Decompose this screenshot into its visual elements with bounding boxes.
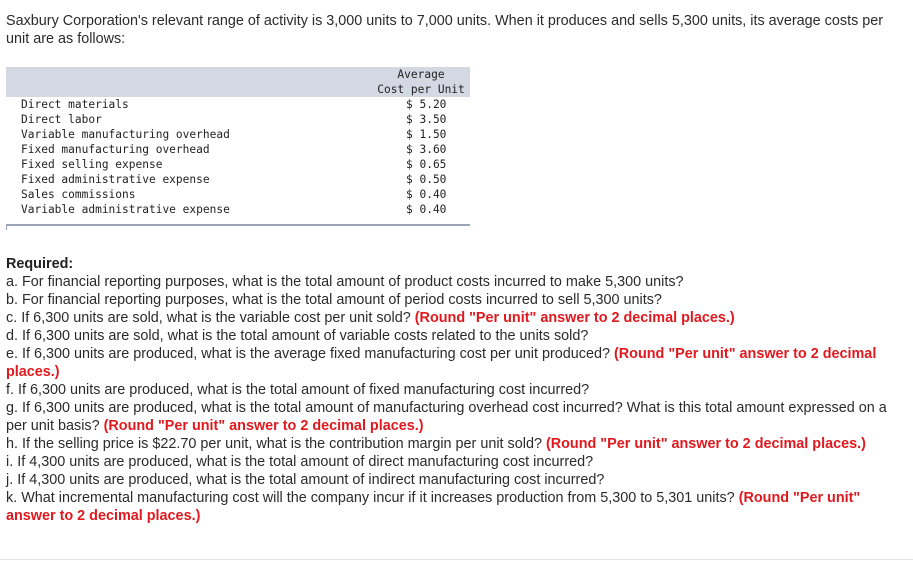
- table-bottom-rule: [6, 224, 470, 226]
- question-text: c. If 6,300 units are sold, what is the variable cost per unit sold?: [6, 310, 411, 326]
- footer-divider: [0, 559, 913, 560]
- rounding-note: (Round "Per unit" answer to 2 decimal places.): [545, 436, 866, 452]
- question-text: i. If 4,300 units are produced, what is the total amount of direct manufacturing cost incurred?: [6, 454, 594, 470]
- rounding-note: (Round "Per unit" answer to 2 decimal places.): [6, 346, 877, 380]
- question-text: j. If 4,300 units are produced, what is the total amount of indirect manufacturing cost incurred?: [6, 472, 605, 488]
- question-g: [6, 399, 906, 435]
- question-text: k. What incremental manufacturing cost will the company incur if it increases production from 5,300 to 5,301 units?: [6, 490, 735, 506]
- row-value: $ 5.20: [406, 98, 447, 111]
- table-row: [6, 127, 470, 142]
- question-h: [6, 435, 906, 453]
- question-b: [6, 291, 906, 309]
- rounding-note: (Round "Per unit" answer to 2 decimal places.): [6, 490, 861, 524]
- question-text: g. If 6,300 units are produced, what is the total amount of manufacturing overhead cost incurred? What is this total amount expressed on a per unit basis?: [6, 400, 887, 434]
- question-i: [6, 453, 906, 471]
- row-label: Fixed administrative expense: [21, 173, 210, 186]
- row-label: Fixed manufacturing overhead: [21, 143, 210, 156]
- row-value: $ 3.60: [406, 143, 447, 156]
- question-text: e. If 6,300 units are produced, what is the average fixed manufacturing cost per unit produced?: [6, 346, 610, 362]
- table-header-row: [6, 82, 470, 97]
- question-text: b. For financial reporting purposes, what is the total amount of period costs incurred to sell 5,300 units?: [6, 292, 662, 308]
- question-text: f. If 6,300 units are produced, what is the total amount of fixed manufacturing cost incurred?: [6, 382, 590, 398]
- table-bottom-rule-tick: [6, 224, 7, 230]
- question-j: [6, 471, 906, 489]
- table-row: [6, 112, 470, 127]
- table-row: [6, 202, 470, 217]
- table-header-label-cell: [6, 82, 372, 97]
- table-row: [6, 142, 470, 157]
- required-section: [6, 255, 906, 525]
- rounding-note: (Round "Per unit" answer to 2 decimal places.): [103, 418, 424, 434]
- table-row: [6, 97, 470, 112]
- question-text: h. If the selling price is $22.70 per unit, what is the contribution margin per unit sold?: [6, 436, 542, 452]
- problem-intro: Saxbury Corporation's relevant range of activity is 3,000 units to 7,000 units. When it produces and sells 5,300 units, its average costs per unit are as follows:: [6, 13, 884, 47]
- row-value: $ 0.40: [406, 203, 447, 216]
- question-d: [6, 327, 906, 345]
- rounding-note: (Round "Per unit" answer to 2 decimal places.): [414, 310, 735, 326]
- cost-table: [6, 67, 470, 217]
- question-text: a. For financial reporting purposes, what is the total amount of product costs incurred to make 5,300 units?: [6, 274, 684, 290]
- row-label: Variable manufacturing overhead: [21, 128, 230, 141]
- row-label: Variable administrative expense: [21, 203, 230, 216]
- table-header-cost-per-unit: Cost per Unit: [372, 82, 470, 97]
- row-value: $ 0.65: [406, 158, 447, 171]
- table-header-average: Average: [372, 67, 470, 82]
- row-value: $ 0.50: [406, 173, 447, 186]
- row-value: $ 3.50: [406, 113, 447, 126]
- required-heading: Required:: [6, 256, 74, 272]
- row-label: Fixed selling expense: [21, 158, 163, 171]
- question-k: [6, 489, 906, 525]
- row-value: $ 1.50: [406, 128, 447, 141]
- question-f: [6, 381, 906, 399]
- question-e: [6, 345, 906, 381]
- question-text: d. If 6,300 units are sold, what is the total amount of variable costs related to the units sold?: [6, 328, 589, 344]
- table-header-label-cell: [6, 67, 372, 82]
- row-label: Direct labor: [21, 113, 102, 126]
- table-row: [6, 172, 470, 187]
- question-a: [6, 273, 906, 291]
- table-header-row: [6, 67, 470, 82]
- row-label: Direct materials: [21, 98, 129, 111]
- table-row: [6, 187, 470, 202]
- question-c: [6, 309, 906, 327]
- table-row: [6, 157, 470, 172]
- row-label: Sales commissions: [21, 188, 136, 201]
- row-value: $ 0.40: [406, 188, 447, 201]
